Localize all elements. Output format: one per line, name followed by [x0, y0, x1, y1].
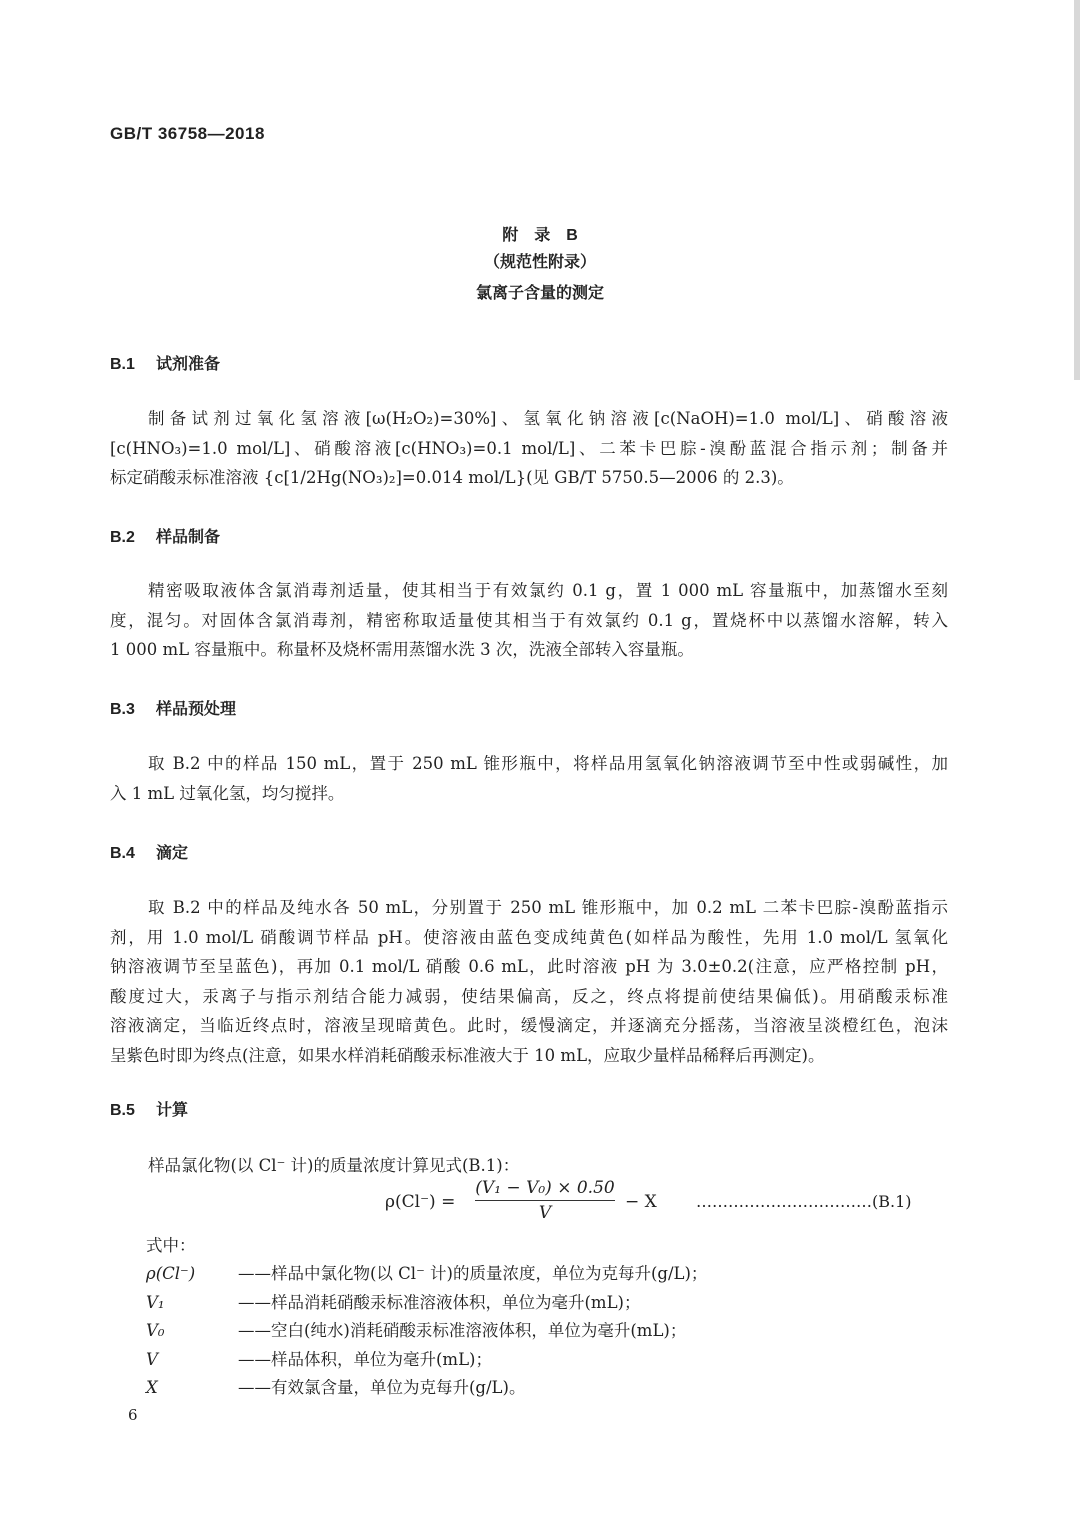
- section-title: 计算: [156, 1102, 189, 1119]
- section-number: B.4: [110, 845, 135, 862]
- definition-symbol: ρ(Cl⁻): [146, 1264, 196, 1283]
- section-heading-b3: [110, 696, 236, 719]
- page-number: 6: [128, 1406, 138, 1424]
- appendix-type: （规范性附录）: [483, 254, 596, 271]
- section-title: 样品制备: [156, 529, 221, 546]
- section-heading-b4: [110, 840, 188, 863]
- section-title: 滴定: [156, 845, 189, 862]
- equation-number: ……………………………(B.1): [696, 1192, 912, 1211]
- appendix-label: 附 录 B: [502, 227, 578, 244]
- formula-denominator: V: [538, 1203, 552, 1223]
- definition-symbol: V₁: [146, 1292, 165, 1312]
- section-number: B.1: [110, 356, 135, 373]
- formula-lhs: ρ(Cl⁻) =: [385, 1192, 456, 1212]
- formula-rhs: − X: [625, 1192, 657, 1212]
- section-number: B.3: [110, 701, 135, 718]
- scan-edge-shadow: [1074, 0, 1080, 380]
- paragraph-line: 入 1 mL 过氧化氢，均匀搅拌。: [110, 783, 345, 803]
- paragraph-b2: [110, 576, 948, 665]
- paragraph-b4: [110, 893, 948, 1070]
- paragraph-line: 溶液滴定，当临近终点时，溶液呈现暗黄色。此时，缓慢滴定，并逐滴充分摇荡，当溶液呈淡橙红色，泡沫: [110, 1016, 948, 1035]
- paragraph-line: 度，混匀。对固体含氯消毒剂，精密称取适量使其相当于有效氯约 0.1 g，置烧杯中以蒸馏水溶解，转入: [110, 610, 948, 630]
- paragraph-b1: [110, 404, 948, 493]
- paragraph-line: 取 B.2 中的样品 150 mL，置于 250 mL 锥形瓶中，将样品用氢氧化钠溶液调节至中性或弱碱性，加: [148, 754, 948, 773]
- paragraph-line: 酸度过大，汞离子与指示剂结合能力减弱，使结果偏高，反之，终点将提前使结果偏低)。用硝酸汞标准: [110, 986, 948, 1006]
- definition-text: ——样品消耗硝酸汞标准溶液体积，单位为毫升(mL)；: [238, 1292, 641, 1312]
- paragraph-b3: [110, 749, 948, 808]
- formula-fraction: [475, 1178, 615, 1223]
- definition-symbol: X: [146, 1378, 158, 1397]
- where-label: 式中：: [146, 1236, 196, 1255]
- definition-text: ——空白(纯水)消耗硝酸汞标准溶液体积，单位为毫升(mL)；: [238, 1321, 687, 1340]
- definition-symbol: V: [146, 1349, 158, 1369]
- paragraph-line: 取 B.2 中的样品及纯水各 50 mL，分别置于 250 mL 锥形瓶中，加 0.2 mL 二苯卡巴腙-溴酚蓝指示: [148, 898, 948, 917]
- paragraph-line: 呈紫色时即为终点(注意，如果水样消耗硝酸汞标准液大于 10 mL，应取少量样品稀释后再测定)。: [110, 1045, 825, 1065]
- paragraph-line: 标定硝酸汞标准溶液 {c[1/2Hg(NO₃)₂]=0.014 mol/L}(见 GB/T 5750.5—2006 的 2.3)。: [110, 468, 794, 487]
- section-heading-b5: [110, 1097, 188, 1120]
- definition-symbol: V₀: [146, 1321, 165, 1340]
- paragraph-line: 剂，用 1.0 mol/L 硝酸调节样品 pH。使溶液由蓝色变成纯黄色(如样品为酸性，先用 1.0 mol/L 氢氧化: [110, 927, 948, 947]
- definition-text: ——样品体积，单位为毫升(mL)；: [238, 1349, 492, 1369]
- definition-text: ——样品中氯化物(以 Cl⁻ 计)的质量浓度，单位为克每升(g/L)；: [238, 1264, 708, 1283]
- calculation-intro: 样品氯化物(以 Cl⁻ 计)的质量浓度计算见式(B.1)：: [148, 1156, 520, 1175]
- appendix-title: 氯离子含量的测定: [475, 285, 604, 302]
- paragraph-line: 1 000 mL 容量瓶中。称量杯及烧杯需用蒸馏水洗 3 次，洗液全部转入容量瓶。: [110, 640, 694, 659]
- formula-numerator: (V₁ − V₀) × 0.50: [475, 1178, 615, 1201]
- definition-text: ——有效氯含量，单位为克每升(g/L)。: [238, 1378, 526, 1397]
- paragraph-line: 精密吸取液体含氯消毒剂适量，使其相当于有效氯约 0.1 g，置 1 000 mL 容量瓶中，加蒸馏水至刻: [148, 581, 948, 600]
- paragraph-line: [c(HNO₃)=1.0 mol/L]、硝酸溶液[c(HNO₃)=0.1 mol/L]、二苯卡巴腙-溴酚蓝混合指示剂；制备并: [110, 438, 948, 458]
- section-heading-b1: [110, 351, 220, 374]
- section-number: B.2: [110, 529, 135, 546]
- section-title: 样品预处理: [156, 701, 237, 718]
- document-number: GB/T 36758—2018: [110, 124, 265, 143]
- section-number: B.5: [110, 1102, 135, 1119]
- section-heading-b2: [110, 524, 220, 547]
- paragraph-line: 制备试剂过氧化氢溶液[ω(H₂O₂)=30%]、氢氧化钠溶液[c(NaOH)=1.0 mol/L]、硝酸溶液: [148, 409, 948, 428]
- section-title: 试剂准备: [156, 356, 221, 373]
- paragraph-line: 钠溶液调节至呈蓝色)，再加 0.1 mol/L 硝酸 0.6 mL，此时溶液 pH 为 3.0±0.2(注意，应严格控制 pH，: [110, 957, 948, 976]
